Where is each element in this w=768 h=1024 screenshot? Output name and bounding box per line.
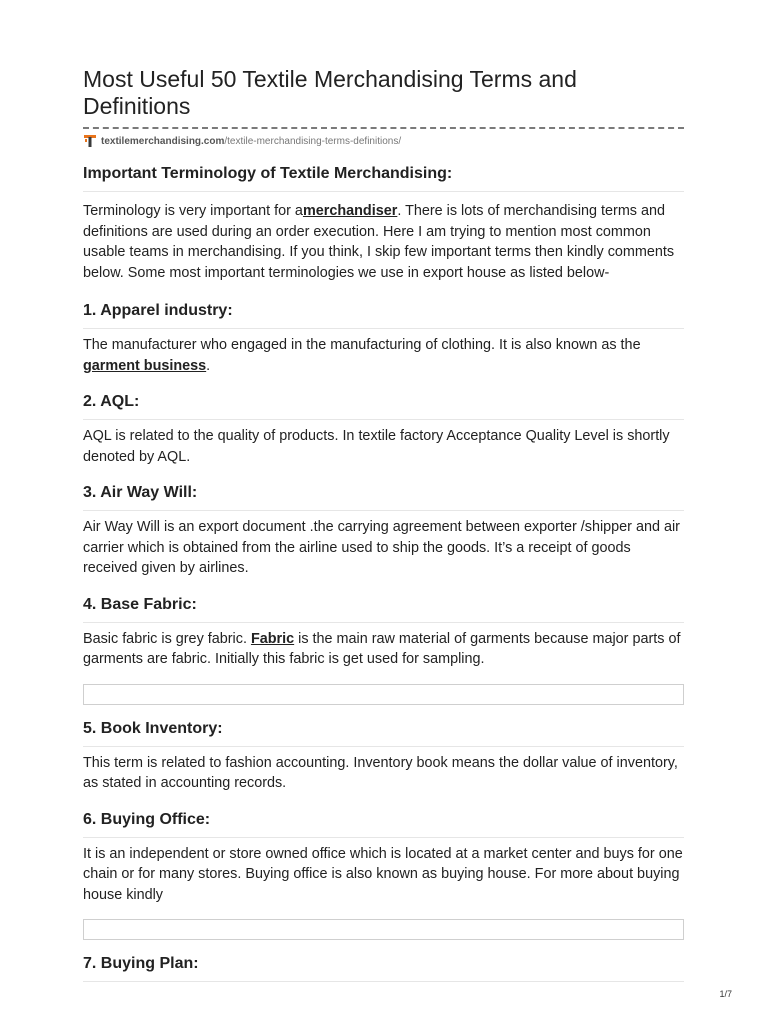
- term-section: [83, 392, 684, 467]
- term-text-start: The manufacturer who engaged in the manufacturing of clothing. It is also known as the: [83, 337, 641, 353]
- ad-placeholder: [83, 919, 684, 940]
- term-definition: This term is related to fashion accounting. Inventory book means the dollar value of inventory, as stated in accounting records.: [83, 754, 678, 791]
- term-definition: [83, 629, 684, 670]
- page-title: [83, 66, 684, 120]
- term-heading: 3. Air Way Will:: [83, 483, 684, 511]
- garment-business-link[interactable]: garment business: [83, 357, 207, 374]
- source-domain[interactable]: textilemerchandising.com: [101, 135, 225, 147]
- textile-merchandising-logo-icon: [83, 134, 97, 148]
- term-heading: 1. Apparel industry:: [83, 301, 684, 329]
- term-section: [83, 301, 684, 376]
- term-text-end: .: [206, 357, 211, 374]
- term-section: [83, 810, 684, 906]
- fabric-link[interactable]: Fabric: [250, 630, 295, 647]
- title-line-2: Definitions: [83, 93, 191, 119]
- term-heading: 7. Buying Plan:: [83, 954, 684, 982]
- ad-placeholder: [83, 684, 684, 705]
- term-heading: 2. AQL:: [83, 392, 684, 420]
- intro-section: [83, 164, 684, 283]
- term-definition: [83, 335, 684, 376]
- term-heading: 4. Base Fabric:: [83, 595, 684, 623]
- term-section: [83, 954, 684, 982]
- term-section: [83, 595, 684, 670]
- term-text-end: is the main raw material of garments because major parts of garments are fabric. Initially this fabric is get used for sampling.: [83, 630, 681, 667]
- term-definition: It is an independent or store owned office which is located at a market center and buys for one chain or for many stores. Buying office is also known as buying house. For more about buying house kindly: [83, 845, 683, 903]
- source-path[interactable]: /textile-merchandising-terms-definitions/: [224, 135, 402, 147]
- merchandiser-link[interactable]: merchandiser: [302, 203, 398, 219]
- term-definition: Air Way Will is an export document .the carrying agreement between exporter /shipper and air carrier which is obtained from the airline used to ship the goods. It’s a receipt of goods received given by airlines.: [83, 519, 680, 576]
- term-section: [83, 719, 684, 794]
- article: [83, 66, 684, 982]
- intro-text-start: Terminology is very important for a: [83, 203, 303, 219]
- term-heading: 5. Book Inventory:: [83, 719, 684, 747]
- intro-text-end: . There is lots of merchandising terms and definitions are used during an order execution. Here I am trying to mention most common usable teams in merchandising. If you think, I skip few important terms then kindly comments below. Some most important terminologies we use in export house as listed below-: [83, 203, 675, 281]
- title-divider: [83, 127, 684, 129]
- term-text-start: Basic fabric is grey fabric.: [83, 630, 251, 647]
- intro-paragraph: [83, 201, 684, 283]
- title-line-1: Most Useful 50 Textile Merchandising Terms and: [83, 66, 577, 92]
- intro-heading: Important Terminology of Textile Merchandising:: [83, 164, 684, 192]
- term-heading: 6. Buying Office:: [83, 810, 684, 838]
- page-number: 1/7: [719, 989, 732, 999]
- source-line[interactable]: [83, 133, 684, 149]
- term-section: [83, 483, 684, 579]
- term-definition: AQL is related to the quality of products. In textile factory Acceptance Quality Level is shortly denoted by AQL.: [83, 428, 670, 465]
